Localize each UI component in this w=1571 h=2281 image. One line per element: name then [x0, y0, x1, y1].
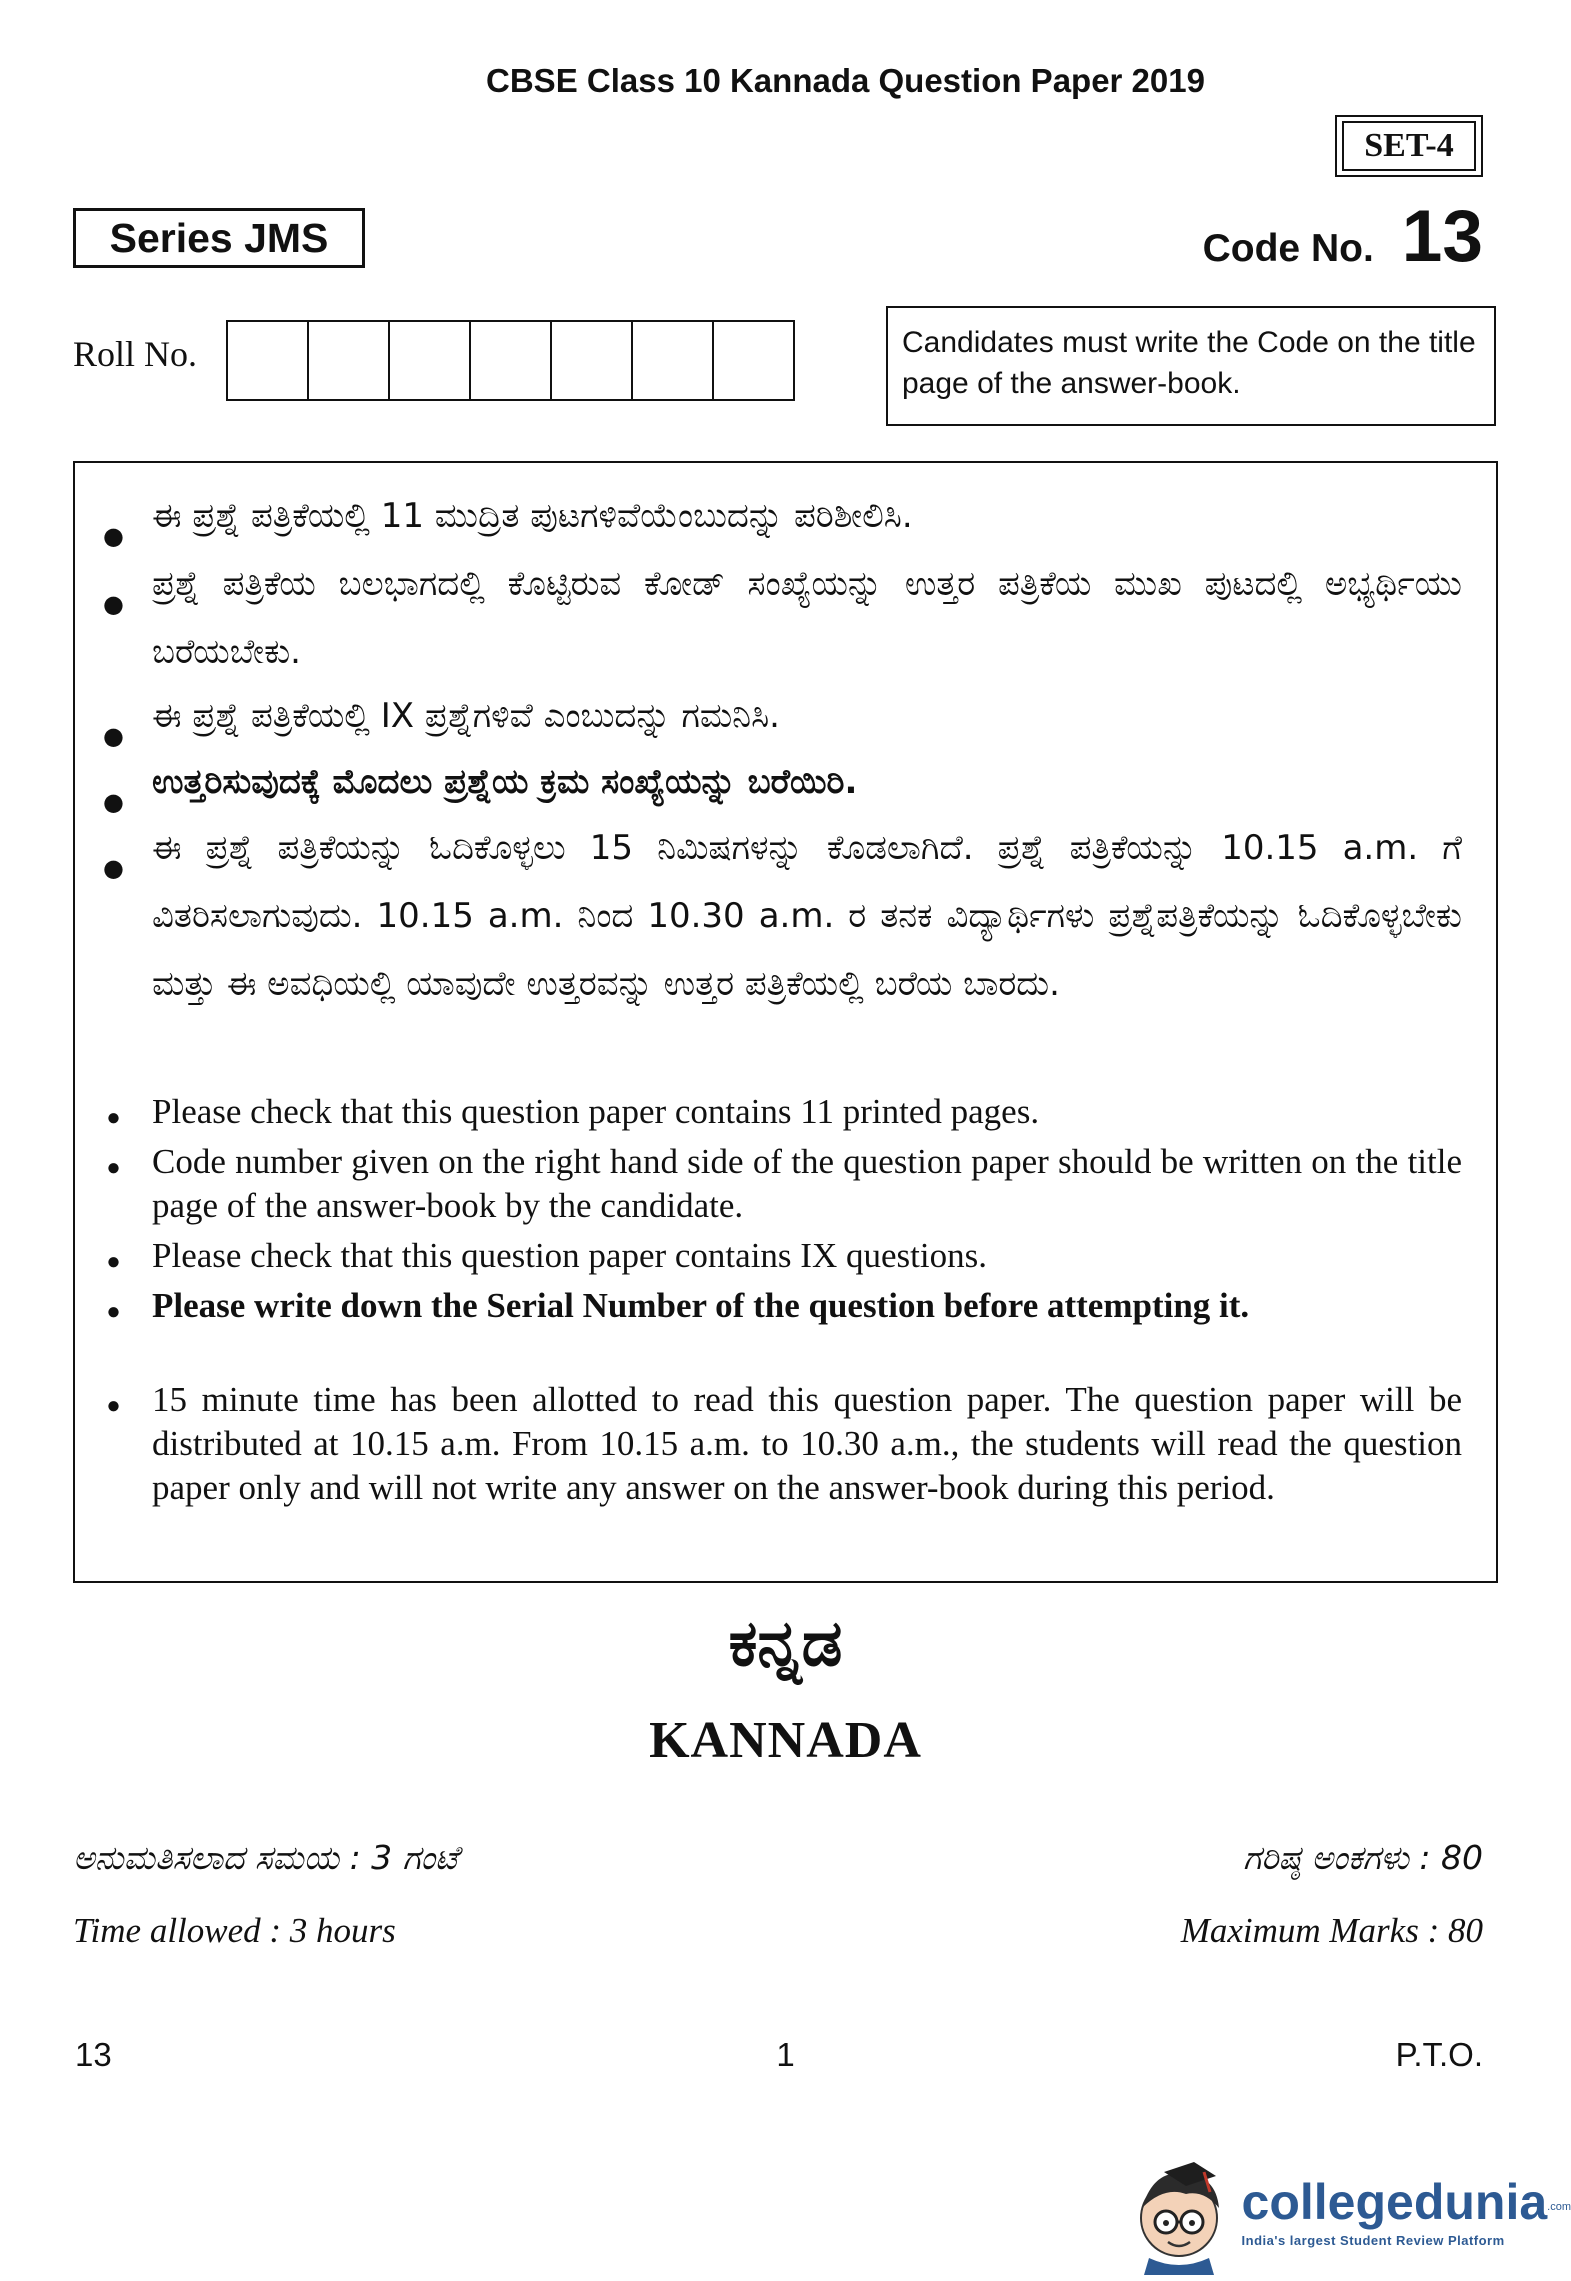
- max-marks-english: Maximum Marks : 80: [1180, 1911, 1483, 1950]
- instruction-text: ಈ ಪ್ರಶ್ನೆ ಪತ್ರಿಕೆಯನ್ನು ಓದಿಕೊಳ್ಳಲು 15 ನಿಮಿಷಗಳನ್ನು ಕೊಡಲಾಗಿದೆ. ಪ್ರಶ್ನೆ ಪತ್ರಿಕೆಯನ್ನು 10.15 a.m. ಗೆ ವಿತರಿಸಲಾಗುವುದು. 10.15 a.m. ನಿಂದ 10.30 a.m. ರ ತನಕ ವಿದ್ಯಾರ್ಥಿಗಳು ಪ್ರಶ್ನೆಪತ್ರಿಕೆಯನ್ನು ಓದಿಕೊಳ್ಳಬೇಕು ಮತ್ತು ಈ ಅವಧಿಯಲ್ಲಿ ಯಾವುದೇ ಉತ್ತರವನ್ನು ಉತ್ತರ ಪತ್ರಿಕೆಯಲ್ಲಿ ಬರೆಯ ಬಾರದು.: [152, 828, 1462, 1004]
- instruction-text: Please write down the Serial Number of the question before attempting it.: [152, 1286, 1250, 1325]
- roll-number-cell[interactable]: [309, 322, 390, 399]
- code-number: [1202, 196, 1483, 277]
- page-number: 1: [776, 2036, 795, 2073]
- pto-label: P.T.O.: [1395, 2036, 1483, 2073]
- brand-tagline: India's largest Student Review Platform: [1241, 2233, 1505, 2248]
- collegedunia-logo: [1124, 2150, 1571, 2275]
- roll-number-cell[interactable]: [714, 322, 793, 399]
- footer-code: 13: [75, 2036, 112, 2073]
- instruction-text: ಈ ಪ್ರಶ್ನೆ ಪತ್ರಿಕೆಯಲ್ಲಿ IX ಪ್ರಶ್ನೆಗಳಿವೆ ಎಂಬುದನ್ನು ಗಮನಿಸಿ.: [152, 696, 780, 736]
- instruction-text: Please check that this question paper contains 11 printed pages.: [152, 1092, 1040, 1131]
- bullet-icon: ●: [106, 1105, 121, 1131]
- instruction-text: ಈ ಪ್ರಶ್ನೆ ಪತ್ರಿಕೆಯಲ್ಲಿ 11 ಮುದ್ರಿತ ಪುಟಗಳಿವೆಯೆಂಬುದನ್ನು ಪರಿಶೀಲಿಸಿ.: [152, 496, 913, 536]
- mascot-icon: [1124, 2150, 1234, 2275]
- document-title: CBSE Class 10 Kannada Question Paper 2019: [486, 62, 1205, 99]
- bullet-icon: ●: [103, 722, 124, 750]
- instruction-text: 15 minute time has been allotted to read this question paper. The question paper will be distributed at 10.15 a.m. From 10.15 a.m. to 10.30 a.m., the students will read the question paper only and will not write any answer on the answer-book during this period.: [152, 1380, 1462, 1507]
- instruction-item: [75, 1140, 1462, 1228]
- bullet-icon: ●: [103, 522, 124, 550]
- instruction-text: ಉತ್ತರಿಸುವುದಕ್ಕೆ ಮೊದಲು ಪ್ರಶ್ನೆಯ ಕ್ರಮ ಸಂಖ್ಯೆಯನ್ನು ಬರೆಯಿರಿ.: [152, 762, 858, 802]
- roll-number-cell[interactable]: [471, 322, 552, 399]
- set-box: [1335, 115, 1483, 177]
- roll-number-cell[interactable]: [228, 322, 309, 399]
- brand-name: collegedunia: [1241, 2174, 1548, 2230]
- code-label: Code No.: [1202, 227, 1374, 270]
- instruction-text: ಪ್ರಶ್ನೆ ಪತ್ರಿಕೆಯ ಬಲಭಾಗದಲ್ಲಿ ಕೊಟ್ಟಿರುವ ಕೋಡ್ ಸಂಖ್ಯೆಯನ್ನು ಉತ್ತರ ಪತ್ರಿಕೆಯ ಮುಖ ಪುಟದಲ್ಲಿ ಅಭ್ಯರ್ಥಿಯು ಬರೆಯಬೇಕು.: [152, 564, 1462, 672]
- time-allowed-kannada: ಅನುಮತಿಸಲಾದ ಸಮಯ : 3 ಗಂಟೆ: [73, 1838, 459, 1877]
- brand-tld: .com: [1547, 2201, 1571, 2213]
- bullet-icon: ●: [106, 1393, 121, 1419]
- instruction-item: [75, 550, 1462, 686]
- max-marks-kannada: ಗರಿಷ್ಠ ಅಂಕಗಳು : 80: [1243, 1838, 1483, 1877]
- roll-number-boxes: [226, 320, 795, 401]
- series-label: Series JMS: [73, 208, 365, 268]
- roll-number-cell[interactable]: [552, 322, 633, 399]
- instruction-item: [75, 814, 1462, 1018]
- bullet-icon: ●: [103, 788, 124, 816]
- bullet-icon: ●: [106, 1249, 121, 1275]
- instructions-box: [73, 461, 1498, 1583]
- time-allowed-english: Time allowed : 3 hours: [73, 1911, 396, 1950]
- bullet-icon: ●: [103, 590, 124, 618]
- instruction-text: Code number given on the right hand side of the question paper should be written on the title page of the answer-book by the candidate.: [152, 1142, 1462, 1225]
- roll-number-cell[interactable]: [390, 322, 471, 399]
- instruction-item: [75, 1284, 1462, 1334]
- bullet-icon: ●: [106, 1155, 121, 1181]
- bullet-icon: ●: [106, 1299, 121, 1325]
- roll-number-label: Roll No.: [73, 334, 198, 374]
- instruction-text: Please check that this question paper contains IX questions.: [152, 1236, 987, 1275]
- subject-title-kannada: ಕನ್ನಡ: [728, 1607, 843, 1681]
- roll-number-cell[interactable]: [633, 322, 714, 399]
- instruction-item: [75, 1378, 1462, 1510]
- subject-title-english: KANNADA: [649, 1712, 922, 1769]
- set-label: SET-4: [1342, 121, 1476, 171]
- code-value: 13: [1401, 196, 1483, 277]
- instruction-item: [75, 1234, 1462, 1284]
- candidate-note: Candidates must write the Code on the title page of the answer-book.: [886, 306, 1496, 426]
- instruction-item: [75, 1090, 1462, 1140]
- bullet-icon: ●: [103, 854, 124, 882]
